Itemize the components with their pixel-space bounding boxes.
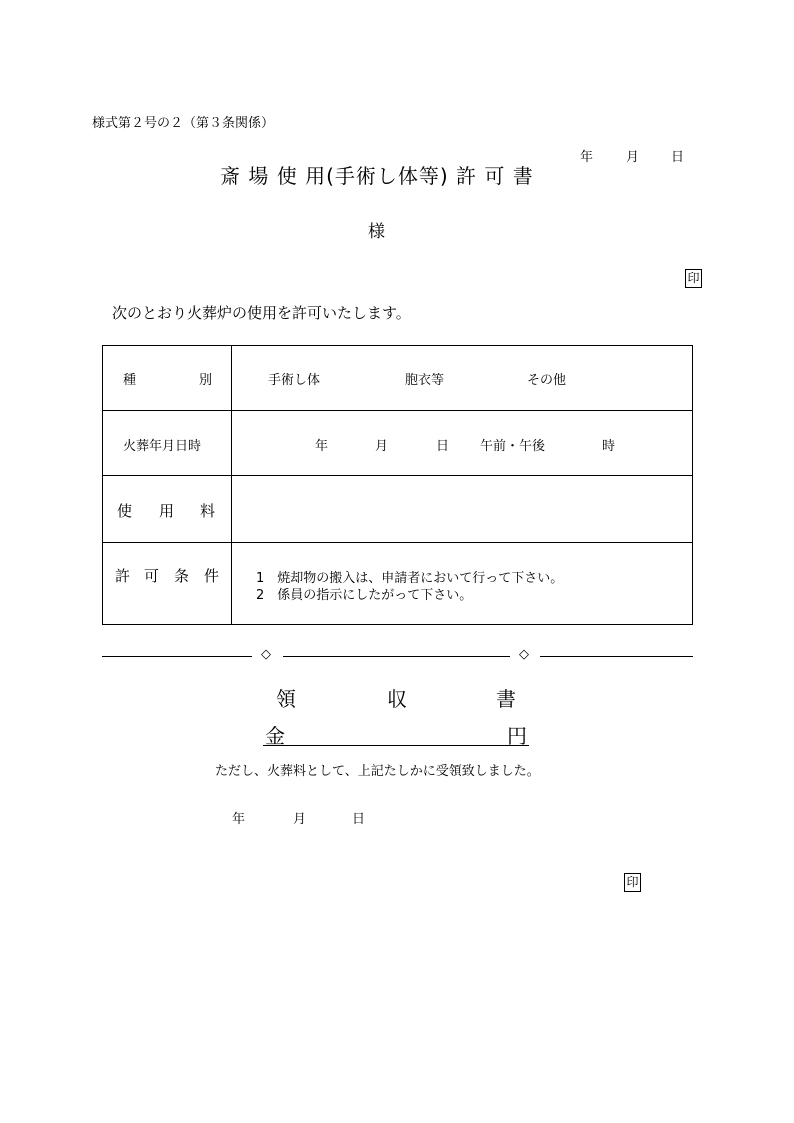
type-option-surgical: 手術し体 [268,373,321,388]
datetime-label-cell [103,411,232,476]
datetime-month: 月 [375,439,389,454]
table-row-type [103,346,693,411]
receipt-note: ただし、火葬料として、上記たしかに受領致しました。 [215,764,540,779]
type-label-a: 種 [123,373,137,388]
type-value-cell [232,346,693,411]
type-label-b: 別 [199,373,213,388]
conditions-label-cell [103,543,232,625]
datetime-day: 日 [436,439,450,454]
separator-line-right [540,656,693,657]
conditions-value-cell [232,543,693,625]
issue-date-year: 年 [580,150,594,165]
conditions-label-char-4: 件 [204,567,220,585]
table-row-conditions [103,543,693,625]
condition-item-2: 2 係員の指示にしたがって下さい。 [256,588,473,603]
condition-item-1: 1 焼却物の搬入は、申請者において行って下さい。 [256,571,564,586]
receipt-date-year: 年 [232,812,246,827]
datetime-ampm: 午前・午後 [480,439,546,454]
issuer-seal: 印 [685,269,702,288]
amount-prefix: 金 [265,724,285,748]
separator-diamond-left: ◇ [261,647,271,662]
form-number: 様式第２号の２（第３条関係） [92,116,275,131]
fee-value-cell [232,476,693,543]
receipt-date-month: 月 [293,812,307,827]
issue-date-month: 月 [626,150,640,165]
table-row-fee [103,476,693,543]
receipt-title-char-2: 収 [387,687,407,711]
type-option-other: その他 [527,373,567,388]
receipt-seal: 印 [624,873,641,892]
receipt-title-char-1: 領 [276,687,296,711]
table-row-datetime [103,411,693,476]
datetime-label: 火葬年月日時 [123,439,202,454]
conditions-label-char-1: 許 [115,567,131,585]
datetime-hour: 時 [602,439,616,454]
conditions-label-char-2: 可 [144,567,160,585]
type-option-placenta: 胞衣等 [405,373,445,388]
datetime-year: 年 [315,439,329,454]
fee-label-char-2: 用 [159,502,175,520]
conditions-label-char-3: 条 [174,567,190,585]
receipt-date-day: 日 [352,812,366,827]
amount-suffix: 円 [507,724,527,748]
intro-text: 次のとおり火葬炉の使用を許可いたします。 [112,304,411,322]
separator-diamond-right: ◇ [519,647,529,662]
receipt-title-char-3: 書 [496,687,516,711]
addressee-suffix: 様 [368,222,385,242]
fee-label-char-3: 料 [200,502,216,520]
separator-line-left [102,656,252,657]
type-label-cell [103,346,232,411]
document-title: 斎 場 使 用(手術し体等) 許 可 書 [220,164,534,188]
amount-underline [263,745,529,746]
issue-date-day: 日 [671,150,685,165]
permit-table [102,345,693,625]
separator-line-center [283,656,510,657]
fee-label-char-1: 使 [117,502,133,520]
datetime-value-cell [232,411,693,476]
fee-label-cell [103,476,232,543]
